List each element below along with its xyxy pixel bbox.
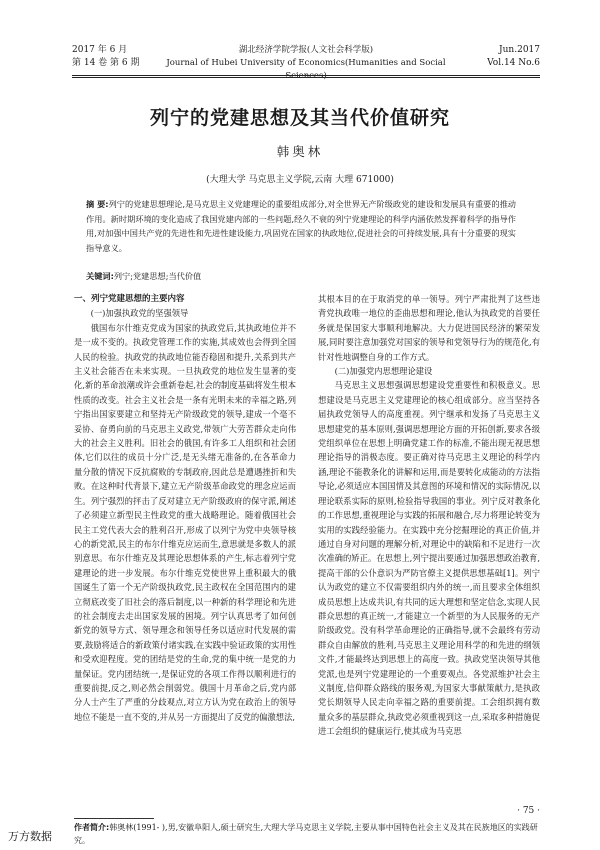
subsection-heading: (一)加强执政党的坚强领导 bbox=[90, 308, 189, 319]
footnote-text: 韩奥林(1991- ),男,安徽阜阳人,硕士研究生,大理大学马克思主义学院,主要从事中国特色社会主义及其在民族地区的实践研究。 bbox=[74, 823, 538, 845]
journal-name-cn: 湖北经济学院学报(人文社会科学版) bbox=[238, 45, 374, 55]
issue-date: 2017 年 6 月 bbox=[72, 45, 128, 55]
issue-date-en-block bbox=[487, 44, 540, 70]
issue-date-block bbox=[72, 44, 139, 70]
body-column-left bbox=[74, 292, 296, 724]
author-footnote bbox=[74, 821, 538, 847]
header-rule bbox=[72, 75, 540, 78]
keywords bbox=[86, 269, 516, 283]
footnote-label: 作者简介: bbox=[74, 823, 110, 832]
footnote-rule bbox=[74, 818, 154, 819]
author-affiliation: (大理大学 马克思主义学院,云南 大理 671000) bbox=[206, 175, 394, 185]
abstract-label: 摘 要: bbox=[86, 199, 109, 209]
section-heading: 一、列宁党建思想的主要内容 bbox=[74, 294, 185, 304]
subsection-heading: (二)加强党内思想理论建设 bbox=[334, 366, 433, 377]
issue-date-en: Jun.2017 bbox=[499, 45, 540, 55]
article-title: 列宁的党建思想及其当代价值研究 bbox=[149, 107, 450, 129]
abstract-text: 列宁的党建思想理论,是马克思主义党建理论的重要组成部分,对全世界无产阶级政党的建设和发展具有重要的推动作用。新时期环境的变化造成了我国党建内部的一些问题,经久不衰的列宁党建理论的科学内涵依然发挥着科学的指导作用,对加强中国共产党的先进性和先进性建设能力,巩固党在国家的执政地位,促进社会的可持续发展,具有十分重要的现实指导意义。 bbox=[86, 199, 516, 253]
page-number: · 75 · bbox=[517, 806, 540, 816]
wanfang-brand: 万方数据 bbox=[8, 830, 52, 843]
abstract bbox=[86, 197, 516, 255]
body-paragraph: 俄国布尔什维克党成为国家的执政党后,其执政地位并不是一成不变的。执政党管理工作的实施,其成效也会得到全国人民的检验。执政党的执政地位能否稳固和提升,关系到共产主义社会能否在未来实现。一旦执政党的地位发生显著的变化,新的革命浪潮或许会重新卷起,社会的制度基础将发生根本性质的改变。社会主义社会是一条有光明未来的幸福之路,列宁指出国家要建立和坚持无产阶级政党的领导,建成一个毫不妥协、奋勇向前的马克思主义政党,带领广大劳苦群众走向伟大的社会主义胜利。旧社会的俄国,有许多工人组织和社会团体,它们以往的成员十分广泛,是无头绪无准备的,在各革命力量分散的情况下反抗腐败的专制政府,因此总是遭遇挫折和失败。在这种时代背景下,建立无产阶级革命政党的理念应运而生。列宁强烈的抨击了反对建立无产阶级政府的保守派,阐述了必须建立新型民主性政党的重大战略理论。随着俄国社会民主工党代表大会的胜利召开,形成了以列宁为党中央领导核心的新党派,民主的布尔什维克应运而生,意思就是多数人的派别意思。布尔什维克及其理论思想体系的产生,标志着列宁党建理论的进一步发展。布尔什维克党使世界上重积最大的俄国诞生了第一个无产阶级执政党,民主政权在全国范围内的建立彻底改变了旧社会的落后制度,以一种新的科学理论和先进的社会制度去走出国家发展的困境。列宁认真思考了如何创新党的领导方式、领导理念和领导任务以适应时代发展的需要,鼓励将适合的新政策付诸实践,在实践中验证政策的实用性和受欢迎程度。党的团结是党的生命,党的集中统一是党的力量保证。党内团结统一,是保证党的各项工作得以顺利进行的重要前提,反之,则必然会削弱党。俄国十月革命之后,党内部分人士产生了严重的分歧观点,对立方认为党在政治上的领导地位不能是一直不变的,并从另一方面提出了反党的偏激想法, bbox=[74, 322, 296, 722]
keywords-text: 列宁;党建思想;当代价值 bbox=[113, 271, 202, 281]
journal-header bbox=[72, 44, 540, 81]
body-paragraph: 马克思主义思想强调思想建设党重要性和积极意义。思想建设是马克思主义党建理论的核心组成部分。应当坚持各届执政党领导人的高度重视。列宁继承和发扬了马克思主义思想建党的基本原则,强调思想理论方面的开拓创新,要求各级党组织单位在思想上明确党建工作的标准,不能出现无视思想理论指导的消极态度。要正确对待马克思主义理论的科学内涵,理论不能教条化的讲解和运用,而是要转化成能动的方法指导论,必须适应本国国情及其意图的环境和情况的实际情况,以理论联系实际的原则,检验指导我国的事业。列宁反对教条化的工作思想,重视理论与实践的拓展和融合,尽力将理论转变为实用的实践经验能力。在实践中充分挖掘理论的真正价值,并通过自身对问题的理解分析,对理论中的缺陷和不足进行一次次准确的矫正。在思想上,列宁提出要通过加强思想政治教育,提高干部的公仆意识为严防官僚主义提供思想基础[1]。列宁认为政党的建立不仅需要组织内外的统一,而且要求全体组织成员思想上达成共识,有共同的远大理想和坚定信念,实现人民群众思想的真正统一,才能建立一个新型的为人民服务的无产阶级政党。没有科学革命理论的正确指导,就不会最终有劳动群众自由解放的胜利,马克思主义理论用科学的和先进的纲领文件,才能最终达到思想上的高度一致。执政党坚决领导其他党派,也是列宁党建理论的一个重要观点。各党派维护社会主义制度,信仰群众路线的服务观,为国家大事献策献力,是执政党长期领导人民走向幸福之路的重要前提。工会组织拥有数量众多的基层群众,执政党必须重视到这一点,采取多种措施促进工会组织的健康运行,使其成为马克思 bbox=[318, 380, 540, 737]
body-column-right bbox=[318, 292, 540, 739]
body-paragraph: 其根本目的在于取消党的单一领导。列宁严肃批判了这些违背党执政唯一地位的歪曲思想和理论,他认为执政党的首要任务就是保国家大事顺利地解决。大力促进国民经济的繁荣发展,同时要注意加强党对国家的领导和党领导行为的规范化,有针对性地调整自身的工作方式。 bbox=[318, 294, 540, 362]
volume-issue-en: Vol.14 No.6 bbox=[487, 58, 540, 68]
keywords-label: 关键词: bbox=[86, 271, 114, 281]
journal-name-en: Journal of Hubei University of Economics(Humanities and Social Sciences) bbox=[166, 58, 446, 81]
article-author: 韩奥林 bbox=[276, 144, 324, 159]
volume-issue: 第 14 卷 第 6 期 bbox=[72, 58, 140, 68]
